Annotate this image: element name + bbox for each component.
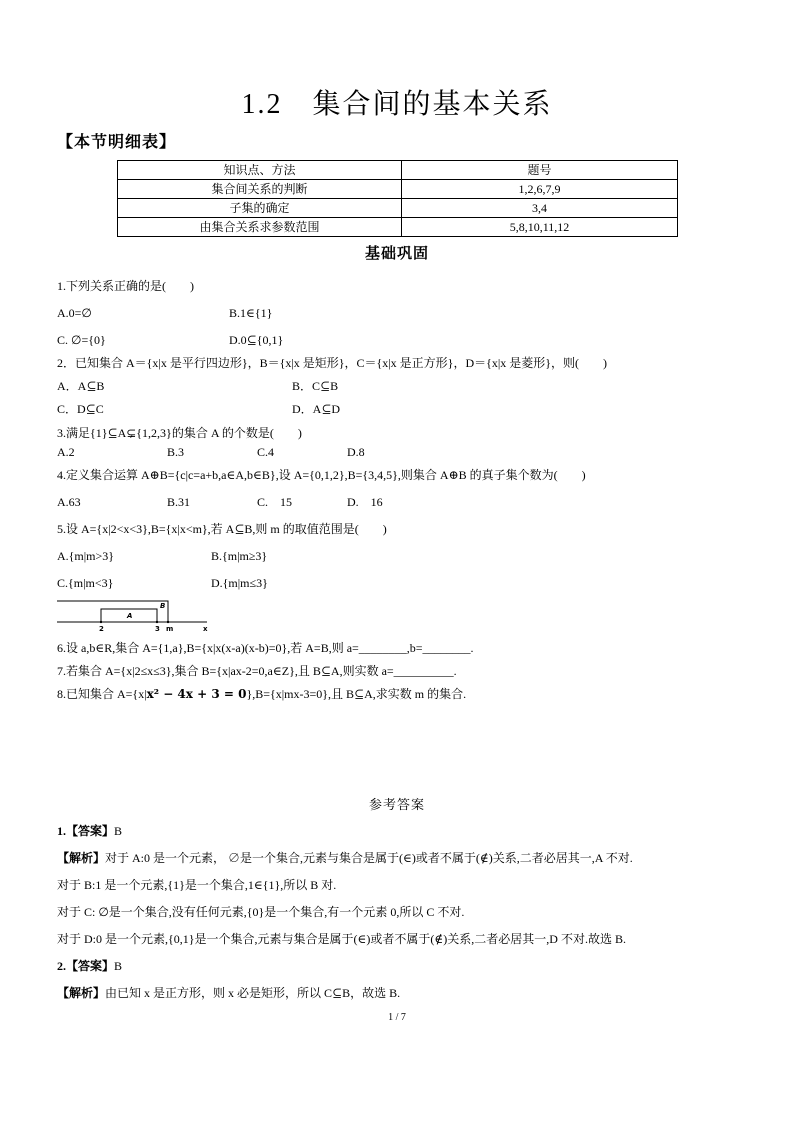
question-2-option-b: B．C⊆B [292, 379, 339, 393]
question-7-stem: 7.若集合 A={x|2≤x≤3},集合 B={x|ax-2=0,a∈Z},且 B⊆A,则实数 a=__________. [57, 664, 457, 678]
question-1-stem: 1.下列关系正确的是( ) [57, 279, 194, 293]
answer-1-label: 1.【答案】 [57, 824, 115, 838]
question-2-stem: 2．已知集合 A＝{x|x 是平行四边形}，B＝{x|x 是矩形}，C＝{x|x 是正方形}，D＝{x|x 是菱形}，则( ) [57, 356, 608, 370]
question-6-stem: 6.设 a,b∈R,集合 A={1,a},B={x|x(x-a)(x-b)=0},若 A=B,则 a=________,b=________. [57, 641, 474, 655]
answer-section-title: 参考答案 [368, 797, 425, 812]
question-1-option-c: C. ∅={0} [57, 333, 106, 347]
analysis-text: 由已知 x 是正方形，则 x 必是矩形，所以 C⊆B，故选 B. [105, 986, 401, 1000]
tick-2-label: 2 [99, 625, 104, 633]
question-5-option-a: A.{m|m>3} [57, 549, 115, 563]
set-b-bracket [57, 601, 168, 622]
answer-1-value: B [114, 824, 123, 838]
page-number: 1 / 7 [388, 1012, 406, 1023]
question-8-stem-end: },B={x|mx-3=0},且 B⊆A,求实数 m 的集合. [246, 687, 467, 701]
section-title: 基础巩固 [364, 246, 429, 262]
answer-1-analysis-line: 对于 C: ∅是一个集合,没有任何元素,{0}是一个集合,有一个元素 0,所以 C 不对. [57, 905, 465, 919]
tick-m-label: m [166, 625, 174, 633]
question-3-option-a: A.2 [57, 445, 75, 459]
number-line-figure [57, 598, 213, 634]
answer-1-analysis-line: 对于 B:1 是一个元素,{1}是一个集合,1∈{1},所以 B 对. [57, 878, 337, 892]
question-2-option-a: A．A⊆B [57, 379, 105, 393]
table-header-cell: 知识点、方法 [118, 161, 402, 180]
question-2-option-c: C．D⊆C [57, 402, 104, 416]
tick-3-label: 3 [155, 625, 160, 633]
question-5-stem: 5.设 A={x|2<x<3},B={x|x<m},若 A⊆B,则 m 的取值范围是( ) [57, 522, 387, 536]
set-a-label: A [127, 612, 133, 620]
question-8-stem [57, 686, 466, 702]
answer-1 [57, 823, 122, 839]
table-cell: 由集合关系求参数范围 [118, 218, 402, 237]
question-1-option-b: B.1∈{1} [229, 306, 273, 320]
question-4-option-a: A.63 [57, 495, 81, 509]
question-3-stem: 3.满足{1}⊆A⊊{1,2,3}的集合 A 的个数是( ) [57, 426, 302, 440]
question-5-option-c: C.{m|m<3} [57, 576, 114, 590]
question-5-option-d: D.{m|m≤3} [211, 576, 268, 590]
tick-3-dot [156, 621, 158, 623]
answer-1-analysis-line [57, 850, 633, 866]
detail-table-label: 【本节明细表】 [57, 134, 177, 151]
table-header-cell: 题号 [402, 161, 678, 180]
table-cell: 5,8,10,11,12 [402, 218, 678, 237]
tick-m-dot [167, 621, 169, 623]
analysis-label: 【解析】 [57, 986, 106, 1000]
question-4-option-c: C. 15 [257, 495, 293, 509]
question-1-option-a: A.0=∅ [57, 306, 92, 320]
answer-2 [57, 958, 122, 974]
question-1-option-d: D.0⊆{0,1} [229, 333, 284, 347]
detail-table [117, 160, 678, 237]
question-3-option-d: D.8 [347, 445, 365, 459]
question-4-stem: 4.定义集合运算 A⊕B={c|c=a+b,a∈A,b∈B},设 A={0,1,2},B={3,4,5},则集合 A⊕B 的真子集个数为( ) [57, 468, 586, 482]
answer-2-label: 2.【答案】 [57, 959, 115, 973]
answer-2-value: B [114, 959, 123, 973]
answer-1-analysis-line: 对于 D:0 是一个元素,{0,1}是一个集合,元素与集合是属于(∈)或者不属于(∉)关系,二者必居其一,D 不对.故选 B. [57, 932, 626, 946]
analysis-label: 【解析】 [57, 851, 106, 865]
table-row [118, 180, 678, 199]
question-4-option-b: B.31 [167, 495, 191, 509]
table-header-row [118, 161, 678, 180]
answer-2-analysis-line [57, 985, 400, 1001]
set-b-label: B [160, 602, 166, 610]
question-4-option-d: D. 16 [347, 495, 383, 509]
table-row [118, 218, 678, 237]
table-cell: 3,4 [402, 199, 678, 218]
table-row [118, 199, 678, 218]
tick-2-dot [100, 621, 102, 623]
question-3-option-c: C.4 [257, 445, 275, 459]
question-5-option-b: B.{m|m≥3} [211, 549, 268, 563]
question-2-option-d: D．A⊆D [292, 402, 341, 416]
analysis-text: 对于 A:0 是一个元素， ∅是一个集合,元素与集合是属于(∈)或者不属于(∉)关系,二者必居其一,A 不对. [105, 851, 633, 865]
table-cell: 1,2,6,7,9 [402, 180, 678, 199]
page-title: 1.2 集合间的基本关系 [241, 89, 553, 120]
axis-x-label: x [203, 625, 208, 633]
question-8-equation: x² − 4x + 3 = 0 [146, 687, 247, 701]
table-cell: 集合间关系的判断 [118, 180, 402, 199]
table-cell: 子集的确定 [118, 199, 402, 218]
question-3-option-b: B.3 [167, 445, 185, 459]
question-8-stem-start: 8.已知集合 A={x| [57, 687, 147, 701]
